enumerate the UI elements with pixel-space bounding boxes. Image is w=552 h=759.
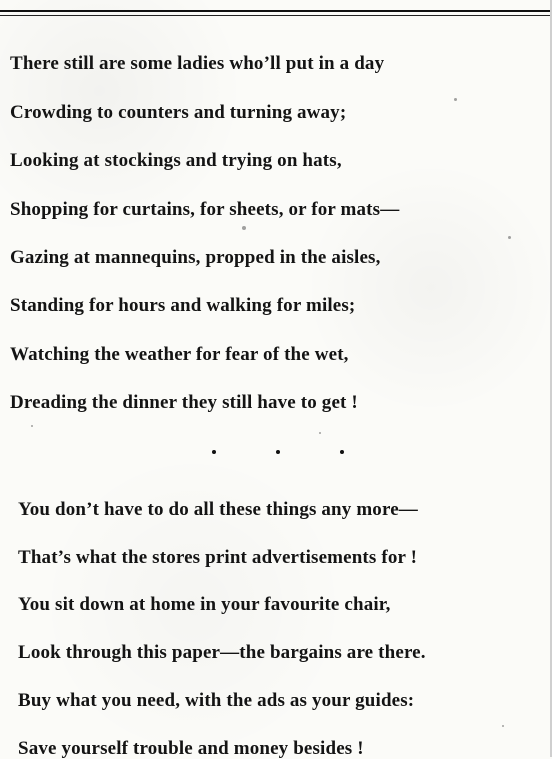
top-rule-thin — [0, 15, 552, 16]
print-speck — [502, 725, 504, 727]
print-speck — [508, 236, 511, 239]
print-speck — [31, 425, 33, 427]
print-speck — [454, 98, 457, 101]
poem-line-3: Looking at stockings and trying on hats, — [10, 150, 342, 171]
poem-line-6: Standing for hours and walking for miles; — [10, 295, 356, 316]
poem-line-12: Look through this paper—the bargains are there. — [18, 642, 426, 663]
poem-line-10: That’s what the stores print advertisements for ! — [18, 547, 418, 568]
poem-line-14: Save yourself trouble and money besides ! — [18, 738, 364, 759]
separator-dot — [212, 450, 216, 454]
poem-line-9: You don’t have to do all these things any more— — [18, 499, 418, 520]
poem-line-8: Dreading the dinner they still have to get ! — [10, 392, 358, 413]
poem-line-13: Buy what you need, with the ads as your guides: — [18, 690, 415, 711]
poem-line-2: Crowding to counters and turning away; — [10, 102, 347, 123]
poem-line-7: Watching the weather for fear of the wet, — [10, 344, 349, 365]
poem-line-11: You sit down at home in your favourite chair, — [18, 594, 391, 615]
stanza-separator — [206, 450, 356, 460]
poem-line-4: Shopping for curtains, for sheets, or for mats— — [10, 199, 400, 220]
poem-line-5: Gazing at mannequins, propped in the aisles, — [10, 247, 381, 268]
top-rule — [0, 10, 552, 12]
poem-line-1: There still are some ladies who’ll put in a day — [10, 53, 385, 74]
print-speck — [319, 432, 321, 434]
separator-dot — [340, 450, 344, 454]
print-speck — [242, 226, 246, 230]
separator-dot — [276, 450, 280, 454]
